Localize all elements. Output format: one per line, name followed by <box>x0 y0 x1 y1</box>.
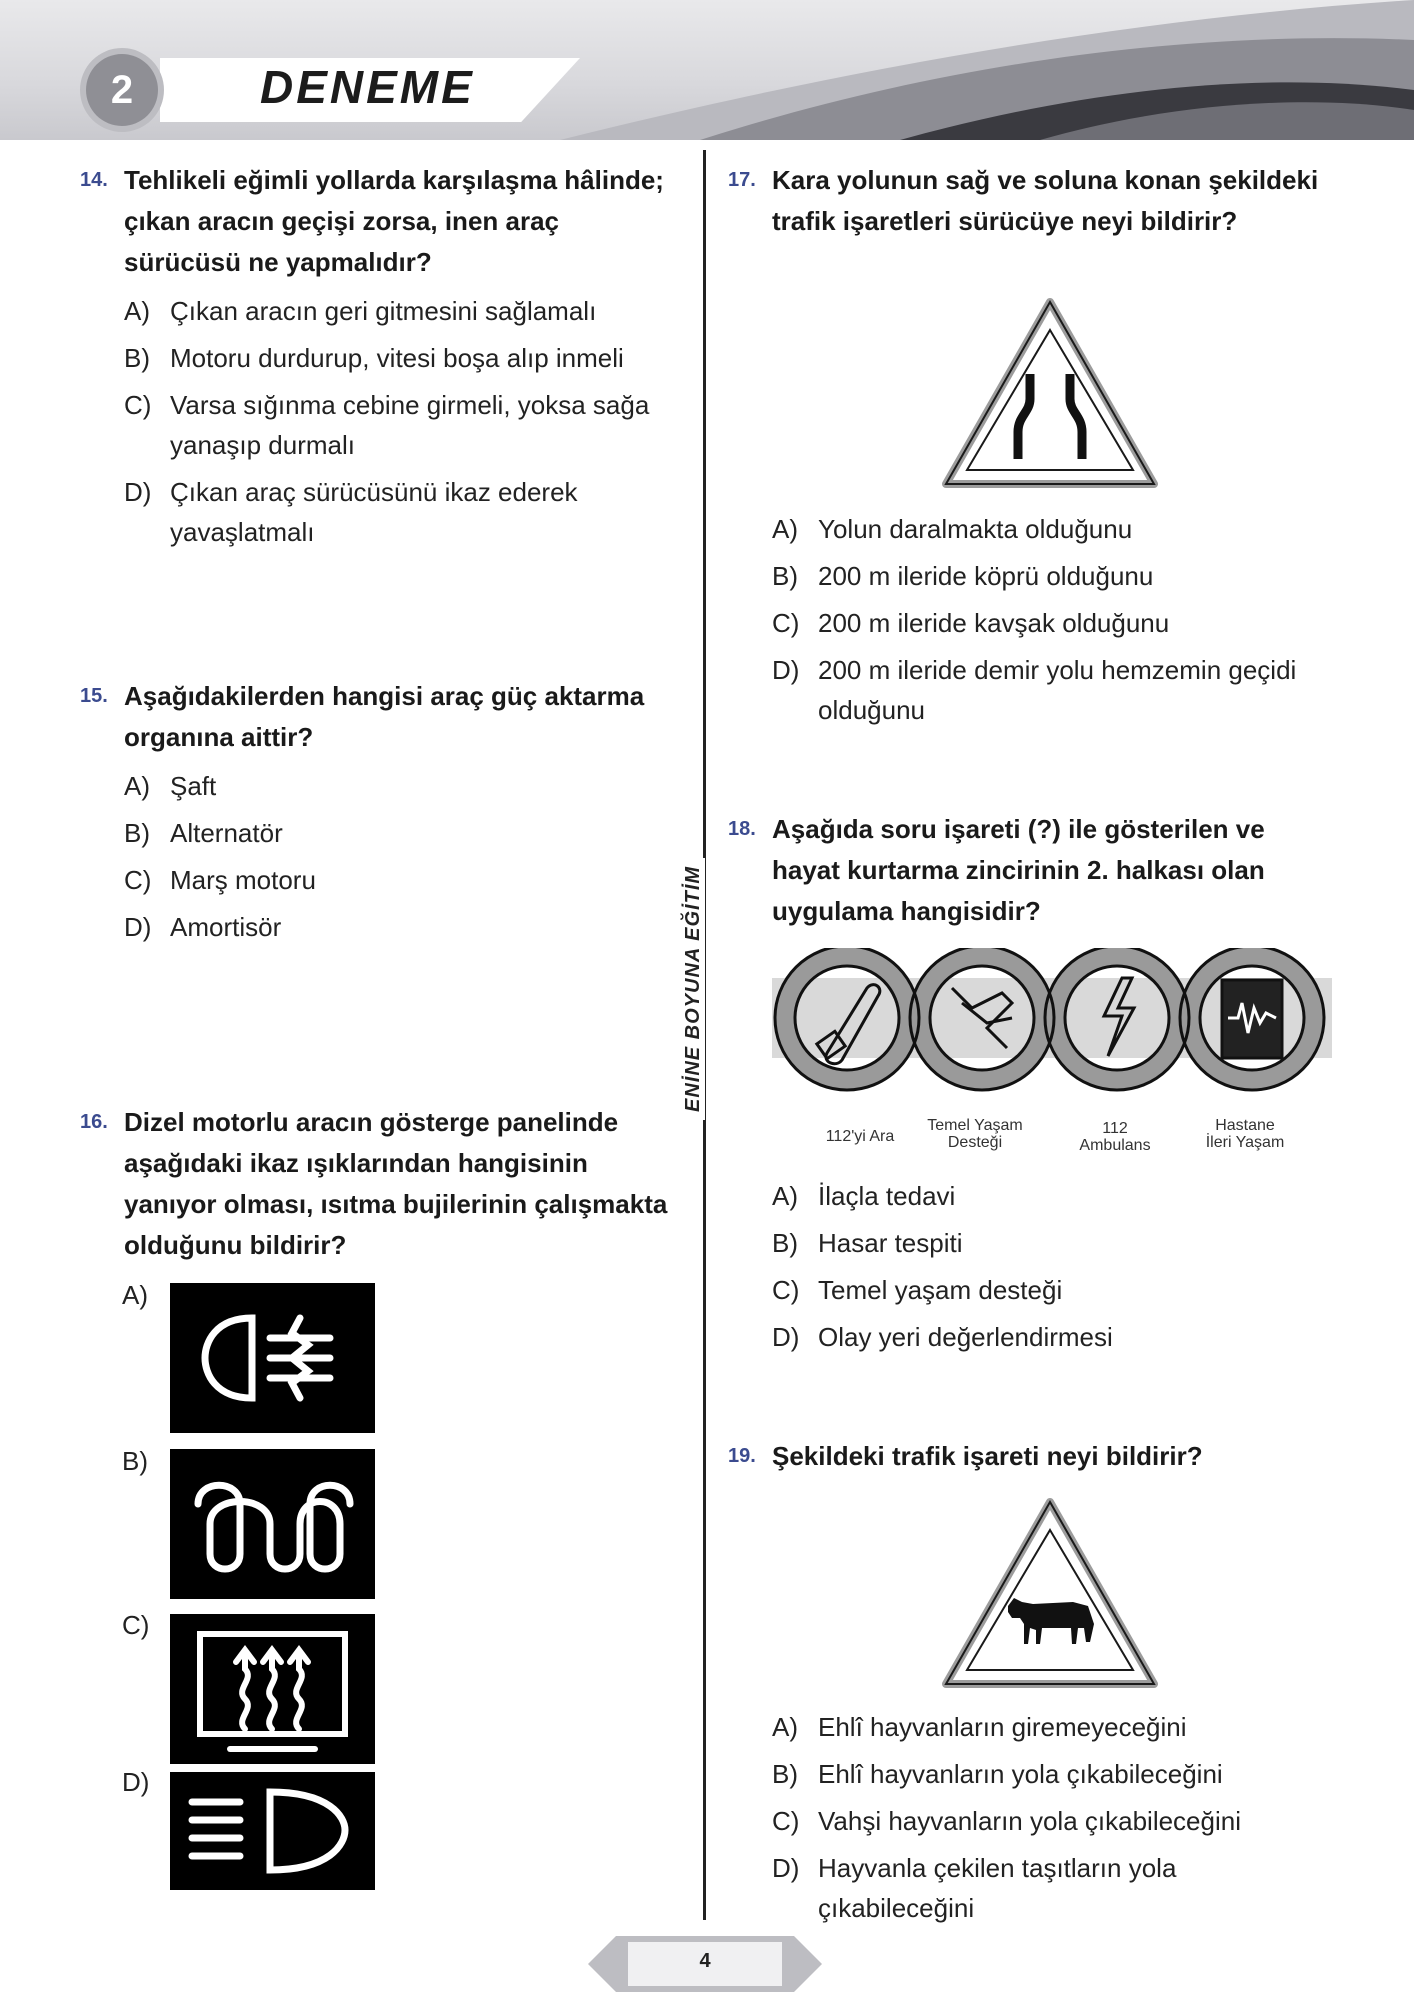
option-letter: C) <box>124 390 152 420</box>
question-17 <box>728 160 1336 242</box>
option-c[interactable] <box>124 860 682 900</box>
option-letter: C) <box>772 608 800 638</box>
rear-window-defrost-icon <box>170 1614 375 1764</box>
options-list <box>728 1707 1336 1928</box>
chain-label-line: 112'yi Ara <box>825 1128 895 1145</box>
option-letter: B) <box>124 818 150 848</box>
chain-label-line: Hastane <box>1215 1117 1275 1134</box>
chain-label-4 <box>1185 1117 1305 1151</box>
question-number: 17. <box>728 169 756 191</box>
page-footer <box>588 1936 822 1992</box>
options-list <box>728 1176 1336 1357</box>
option-letter: C) <box>772 1275 800 1305</box>
option-text: Motoru durdurup, vitesi boşa alıp inmeli <box>170 343 624 373</box>
question-text: Şekildeki trafik işareti neyi bildirir? <box>772 1441 1203 1471</box>
option-text: 200 m ileride demir yolu hemzemin geçidi olduğunu <box>818 655 1297 725</box>
question-number: 18. <box>728 818 756 840</box>
option-text: Hasar tespiti <box>818 1228 963 1258</box>
test-number-badge: 2 <box>86 54 158 126</box>
option-letter: D) <box>124 477 152 507</box>
question-stem <box>728 809 1336 932</box>
question-19-options <box>728 1707 1336 1935</box>
option-letter: A) <box>772 1712 798 1742</box>
question-number: 14. <box>80 169 108 191</box>
option-d[interactable] <box>772 1317 1336 1357</box>
options-list <box>728 509 1336 730</box>
question-text: Tehlikeli eğimli yollarda karşılaşma hâlinde; çıkan aracın geçişi zorsa, inen araç sürücüsü ne yapmalıdır? <box>124 165 664 277</box>
option-a[interactable] <box>772 1176 1336 1216</box>
question-text: Dizel motorlu aracın gösterge panelinde aşağıdaki ikaz ışıklarından hangisinin yanıyor olması, ısıtma bujilerinin çalışmakta olduğunu bildirir? <box>124 1107 668 1260</box>
option-text: Amortisör <box>170 912 282 942</box>
option-text: Marş motoru <box>170 865 316 895</box>
page-number: 4 <box>699 1950 711 1972</box>
question-number: 16. <box>80 1111 108 1133</box>
option-b[interactable] <box>124 813 682 853</box>
option-letter: B) <box>772 1759 798 1789</box>
option-a-rear-fog-light-icon[interactable] <box>170 1283 375 1433</box>
page-header <box>0 0 1414 140</box>
option-c[interactable] <box>772 603 1336 643</box>
option-text: Temel yaşam desteği <box>818 1275 1063 1305</box>
cattle-crossing-sign <box>938 1494 1162 1694</box>
option-letter: A) <box>772 514 798 544</box>
option-text: Çıkan aracın geri gitmesini sağlamalı <box>170 296 597 326</box>
option-text: Ehlî hayvanların yola çıkabileceğini <box>818 1759 1223 1789</box>
option-text: 200 m ileride kavşak olduğunu <box>818 608 1170 638</box>
option-text: Olay yeri değerlendirmesi <box>818 1322 1113 1352</box>
chain-label-2 <box>915 1117 1035 1151</box>
option-letter: C) <box>124 865 152 895</box>
option-b[interactable] <box>772 1223 1336 1263</box>
question-text: Kara yolunun sağ ve soluna konan şekildeki trafik işaretleri sürücüye neyi bildirir? <box>772 165 1319 236</box>
options-list <box>80 291 682 552</box>
option-letter: D) <box>772 1322 800 1352</box>
option-a[interactable] <box>772 509 1336 549</box>
chain-label-1 <box>810 1128 910 1145</box>
option-a[interactable] <box>772 1707 1336 1747</box>
option-text: Yolun daralmakta olduğunu <box>818 514 1133 544</box>
option-text: İlaçla tedavi <box>818 1181 956 1211</box>
ecg-monitor-icon <box>1222 980 1282 1058</box>
option-b-glow-plug-icon[interactable] <box>170 1449 375 1599</box>
chain-label-line: İleri Yaşam <box>1205 1134 1285 1151</box>
question-stem <box>728 160 1336 242</box>
option-letter: D) <box>122 1767 150 1797</box>
option-letter: B) <box>122 1446 148 1476</box>
option-letter: B) <box>772 561 798 591</box>
option-letter: A) <box>124 296 150 326</box>
chain-label-line: Temel Yaşam <box>927 1117 1023 1134</box>
question-stem <box>80 676 682 758</box>
option-b[interactable] <box>124 338 682 378</box>
option-d[interactable] <box>124 907 682 947</box>
option-letter: A) <box>772 1181 798 1211</box>
option-c[interactable] <box>772 1270 1336 1310</box>
option-a[interactable] <box>124 766 682 806</box>
option-text: Alternatör <box>170 818 283 848</box>
rear-fog-light-icon <box>170 1283 375 1433</box>
option-d[interactable] <box>772 1848 1336 1928</box>
question-stem <box>80 160 682 283</box>
option-text: Hayvanla çekilen taşıtların yola çıkabileceğini <box>818 1853 1177 1923</box>
chain-label-line: Desteği <box>947 1134 1003 1151</box>
chain-of-survival-figure <box>772 948 1332 1098</box>
option-text: Ehlî hayvanların giremeyeceğini <box>818 1712 1187 1742</box>
option-text: Varsa sığınma cebine girmeli, yoksa sağa yanaşıp durmalı <box>170 390 650 460</box>
chain-label-3 <box>1060 1120 1170 1154</box>
option-letter: D) <box>772 1853 800 1883</box>
question-14 <box>80 160 682 559</box>
option-letter: A) <box>122 1280 148 1310</box>
question-text: Aşağıda soru işareti (?) ile gösterilen ve hayat kurtarma zincirinin 2. halkası olan uygulama hangisidir? <box>772 814 1265 926</box>
option-text: Vahşi hayvanların yola çıkabileceğini <box>818 1806 1241 1836</box>
question-17-options <box>728 509 1336 737</box>
option-c[interactable] <box>124 385 682 465</box>
question-18 <box>728 809 1336 932</box>
option-b[interactable] <box>772 556 1336 596</box>
option-letter: C) <box>122 1610 150 1640</box>
chain-label-line: Ambulans <box>1079 1137 1151 1154</box>
option-c[interactable] <box>772 1801 1336 1841</box>
question-stem <box>728 1436 1336 1477</box>
question-stem <box>80 1102 682 1266</box>
question-number: 19. <box>728 1445 756 1467</box>
chain-label-line: 112 <box>1102 1120 1128 1137</box>
question-16 <box>80 1102 682 1266</box>
question-15 <box>80 676 682 954</box>
option-d[interactable] <box>772 650 1336 730</box>
option-b[interactable] <box>772 1754 1336 1794</box>
option-letter: A) <box>124 771 150 801</box>
option-text: Şaft <box>170 771 217 801</box>
glow-plug-icon <box>170 1449 375 1599</box>
option-letter: D) <box>772 655 800 685</box>
option-text: 200 m ileride köprü olduğunu <box>818 561 1154 591</box>
option-letter: C) <box>772 1806 800 1836</box>
question-text: Aşağıdakilerden hangisi araç güç aktarma organına aittir? <box>124 681 645 752</box>
road-narrows-sign <box>938 294 1162 494</box>
option-a[interactable] <box>124 291 682 331</box>
question-number: 15. <box>80 685 108 707</box>
page-title: DENEME <box>260 61 475 113</box>
option-c-rear-window-defrost-icon[interactable] <box>170 1614 375 1764</box>
question-18-options <box>728 1176 1336 1364</box>
option-d-high-beam-icon[interactable] <box>170 1772 375 1890</box>
option-text: Çıkan araç sürücüsünü ikaz ederek yavaşlatmalı <box>170 477 578 547</box>
option-letter: B) <box>772 1228 798 1258</box>
high-beam-icon <box>170 1772 375 1890</box>
option-letter: D) <box>124 912 152 942</box>
question-19 <box>728 1436 1336 1477</box>
option-d[interactable] <box>124 472 682 552</box>
options-list <box>80 766 682 947</box>
side-brand-label: ENİNE BOYUNA EĞİTİM <box>682 858 705 1120</box>
option-letter: B) <box>124 343 150 373</box>
